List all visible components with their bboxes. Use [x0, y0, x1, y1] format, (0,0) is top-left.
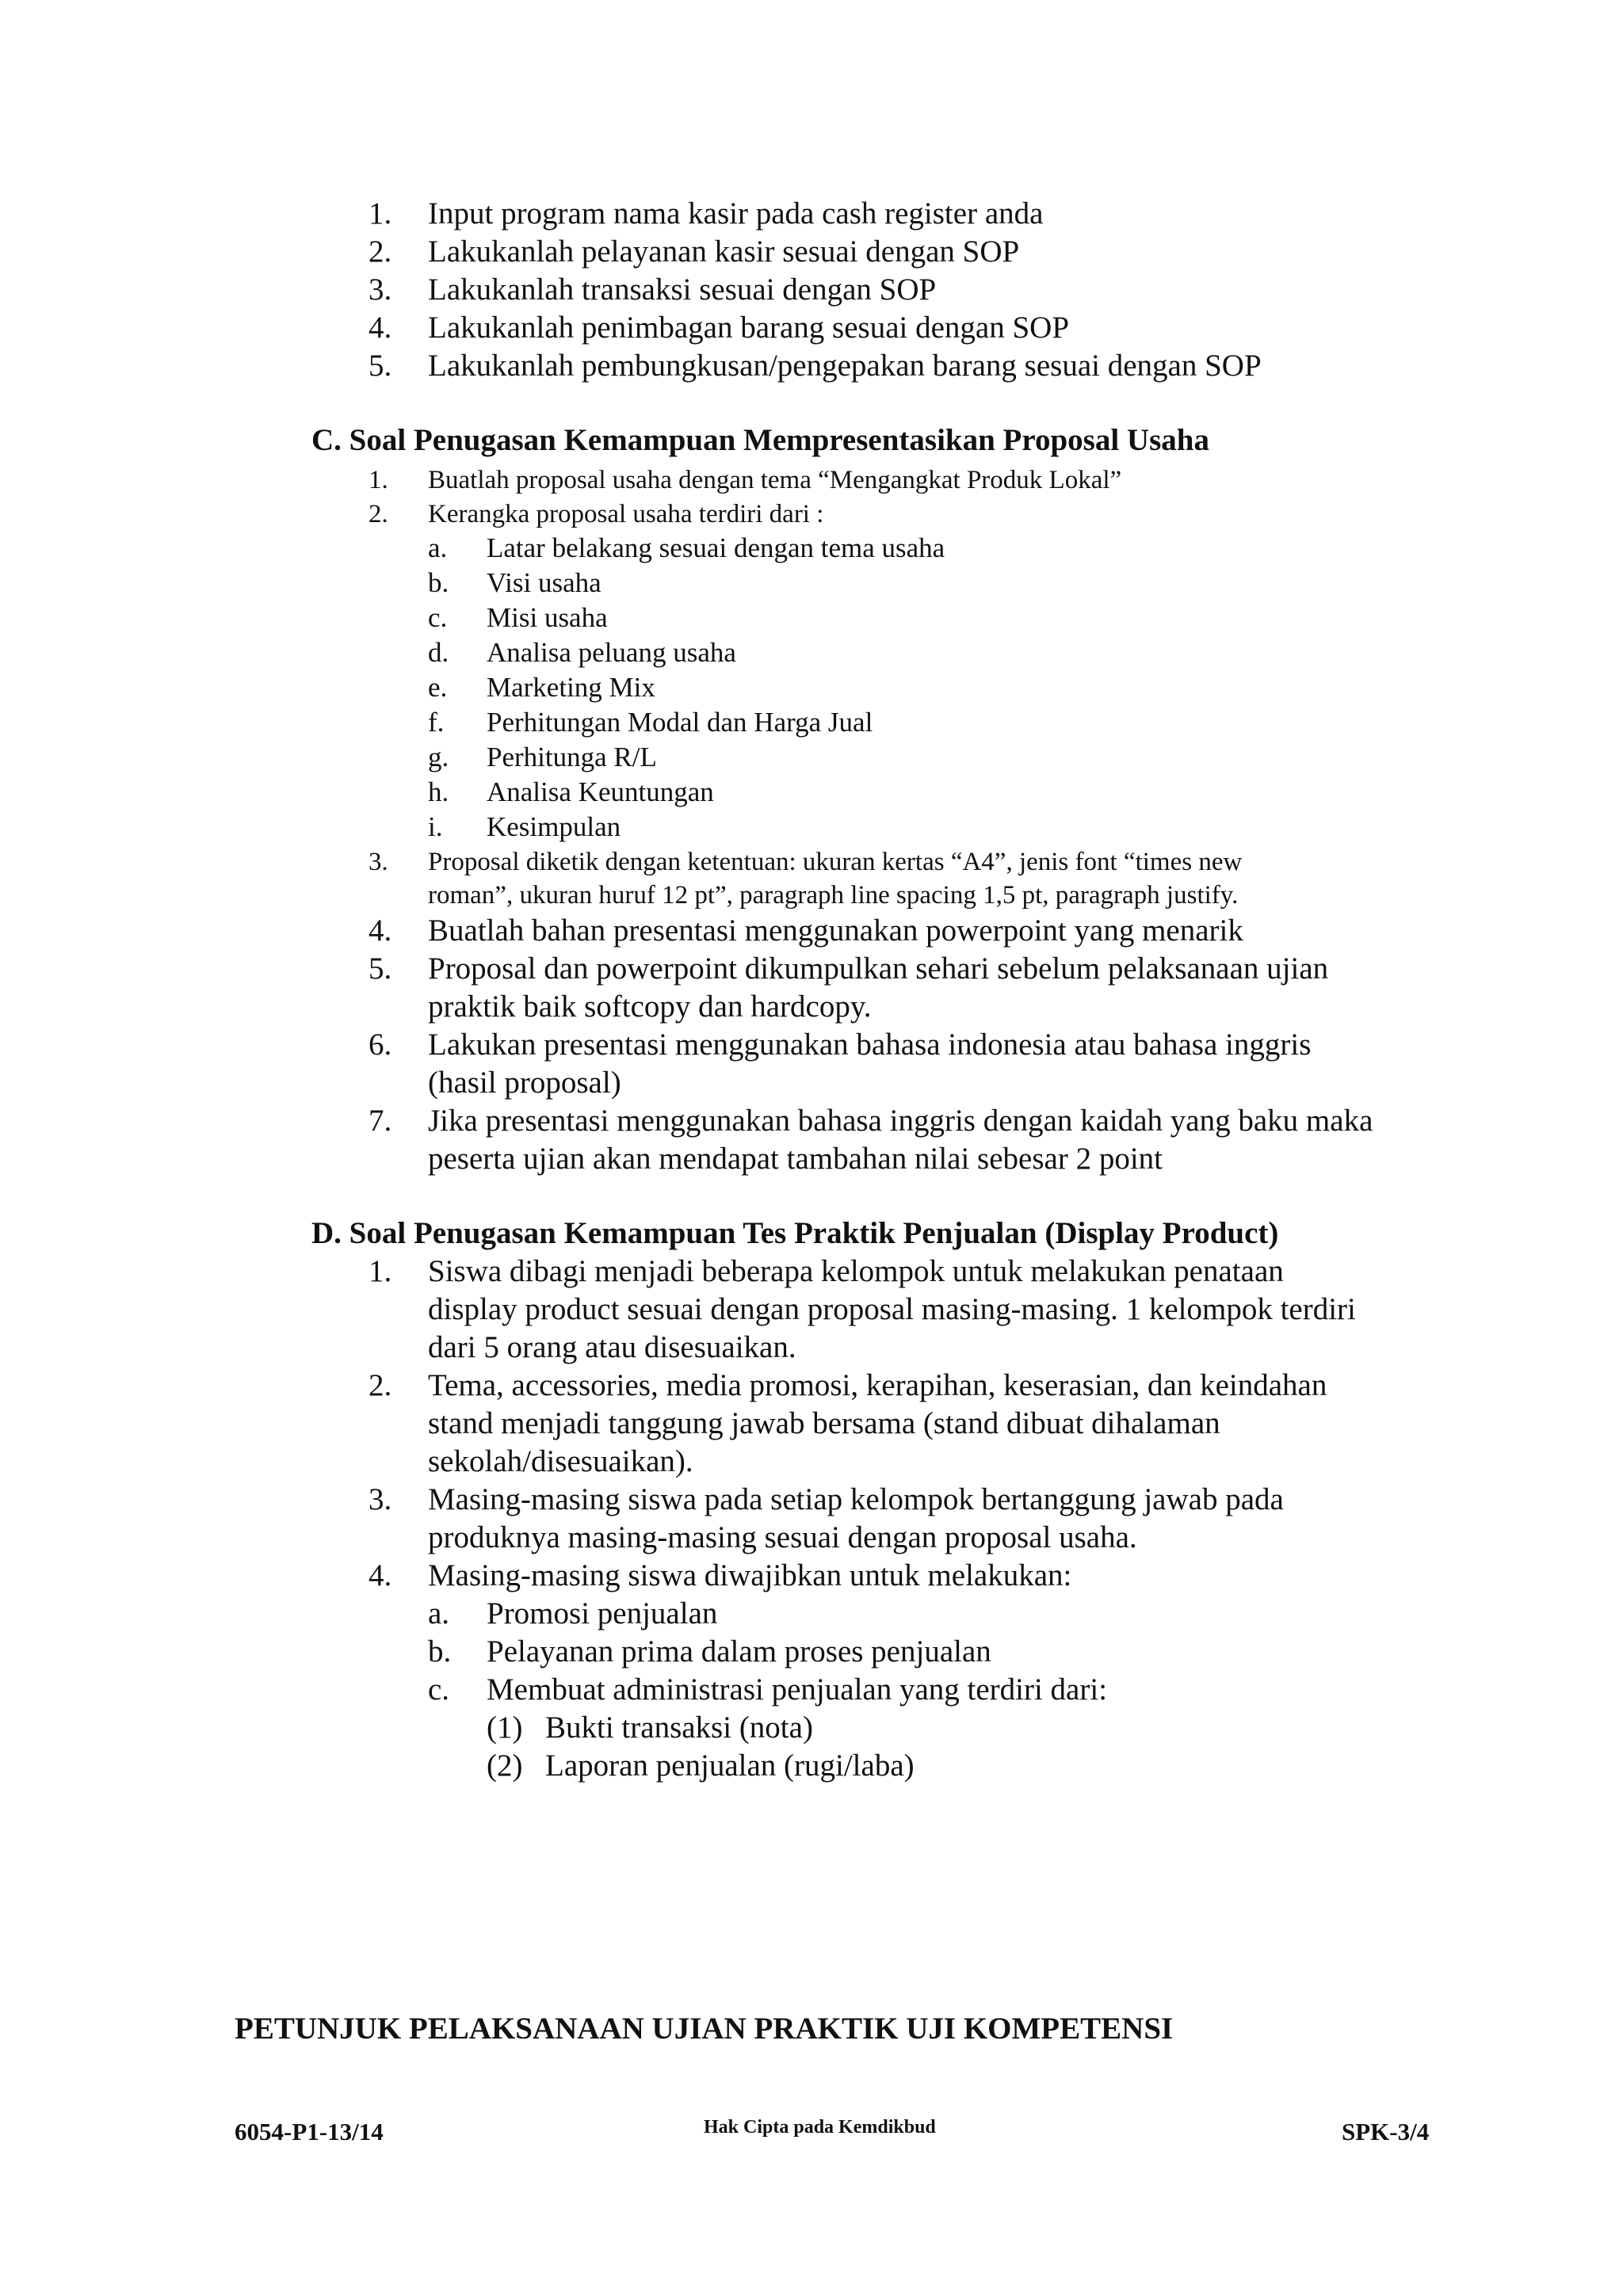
footer-code: 6054-P1-13/14 [235, 2118, 384, 2145]
list-item: Lakukanlah transaksi sesuai dengan SOP [428, 273, 937, 307]
list-item: Lakukanlah pembungkusan/pengepakan barang sesuai dengan SOP [428, 349, 1262, 383]
footer-page-number: SPK-3/4 [1342, 2118, 1430, 2145]
subsub-number: (2) [487, 1749, 523, 1783]
sub-item: Visi usaha [487, 567, 601, 598]
list-item: Input program nama kasir pada cash register anda [428, 196, 1044, 231]
list-item-continued: sekolah/disesuaikan). [428, 1444, 693, 1478]
sub-letter: h. [428, 776, 449, 807]
list-item: Siswa dibagi menjadi beberapa kelompok untuk melakukan penataan [428, 1254, 1284, 1288]
subsub-item: Laporan penjualan (rugi/laba) [545, 1749, 915, 1783]
list-item-continued: peserta ujian akan mendapat tambahan nilai sebesar 2 point [428, 1142, 1163, 1176]
list-item: Proposal diketik dengan ketentuan: ukuran kertas “A4”, jenis font “times new [428, 848, 1243, 876]
sub-letter: a. [428, 1596, 450, 1630]
sub-item: Latar belakang sesuai dengan tema usaha [487, 532, 945, 563]
sub-item: Promosi penjualan [487, 1596, 718, 1630]
sub-item: Perhitunga R/L [487, 742, 657, 772]
sub-item: Membuat administrasi penjualan yang terdiri dari: [487, 1672, 1108, 1707]
list-number: 3. [369, 848, 388, 876]
list-number: 4. [369, 913, 392, 948]
bottom-heading: PETUNJUK PELAKSANAAN UJIAN PRAKTIK UJI KOMPETENSI [235, 2012, 1174, 2046]
list-item: Lakukanlah penimbagan barang sesuai dengan SOP [428, 311, 1070, 345]
list-number: 3. [369, 273, 392, 307]
list-item-continued: praktik baik softcopy dan hardcopy. [428, 990, 872, 1024]
list-item-continued: display product sesuai dengan proposal masing-masing. 1 kelompok terdiri [428, 1292, 1356, 1326]
list-item: Jika presentasi menggunakan bahasa inggris dengan kaidah yang baku maka [428, 1104, 1373, 1138]
list-number: 2. [369, 500, 388, 528]
list-number: 6. [369, 1028, 392, 1062]
list-item: Lakukanlah pelayanan kasir sesuai dengan SOP [428, 235, 1020, 269]
sub-item: Perhitungan Modal dan Harga Jual [487, 707, 873, 738]
sub-letter: f. [428, 707, 445, 738]
list-number: 4. [369, 1558, 392, 1592]
list-number: 4. [369, 311, 392, 345]
list-number: 5. [369, 349, 392, 383]
sub-item: Pelayanan prima dalam proses penjualan [487, 1634, 991, 1669]
list-number: 1. [369, 466, 388, 494]
sub-item: Analisa peluang usaha [487, 637, 736, 668]
list-number: 1. [369, 1254, 392, 1288]
sub-letter: i. [428, 811, 443, 842]
list-item-continued: roman”, ukuran huruf 12 pt”, paragraph line spacing 1,5 pt, paragraph justify. [428, 881, 1239, 910]
subsub-number: (1) [487, 1711, 523, 1745]
list-item: Buatlah bahan presentasi menggunakan powerpoint yang menarik [428, 913, 1243, 948]
footer-copyright: Hak Cipta pada Kemdikbud [704, 2117, 936, 2138]
list-number: 5. [369, 952, 392, 986]
list-item-continued: dari 5 orang atau disesuaikan. [428, 1330, 796, 1364]
list-item: Lakukan presentasi menggunakan bahasa indonesia atau bahasa inggris [428, 1028, 1312, 1062]
list-number: 1. [369, 196, 392, 231]
list-item-continued: produknya masing-masing sesuai dengan proposal usaha. [428, 1520, 1137, 1554]
list-item-continued: stand menjadi tanggung jawab bersama (stand dibuat dihalaman [428, 1406, 1220, 1440]
sub-letter: c. [428, 1672, 450, 1707]
sub-letter: b. [428, 1634, 452, 1669]
sub-letter: c. [428, 602, 448, 633]
sub-item: Analisa Keuntungan [487, 776, 714, 807]
section-c-heading: C. Soal Penugasan Kemampuan Mempresentasikan Proposal Usaha [311, 423, 1209, 457]
list-item: Tema, accessories, media promosi, kerapihan, keserasian, dan keindahan [428, 1368, 1327, 1402]
sub-letter: a. [428, 532, 448, 563]
list-item: Masing-masing siswa pada setiap kelompok bertanggung jawab pada [428, 1482, 1284, 1516]
subsub-item: Bukti transaksi (nota) [545, 1711, 813, 1745]
list-item: Proposal dan powerpoint dikumpulkan sehari sebelum pelaksanaan ujian [428, 952, 1329, 986]
sub-letter: d. [428, 637, 449, 668]
list-number: 3. [369, 1482, 392, 1516]
sub-item: Misi usaha [487, 602, 608, 633]
list-number: 7. [369, 1104, 392, 1138]
list-number: 2. [369, 1368, 392, 1402]
sub-letter: e. [428, 672, 448, 703]
sub-letter: g. [428, 742, 449, 772]
list-item: Masing-masing siswa diwajibkan untuk melakukan: [428, 1558, 1072, 1592]
list-item: Kerangka proposal usaha terdiri dari : [428, 500, 824, 528]
sub-letter: b. [428, 567, 449, 598]
list-item: Buatlah proposal usaha dengan tema “Mengangkat Produk Lokal” [428, 466, 1122, 494]
section-d-heading: D. Soal Penugasan Kemampuan Tes Praktik Penjualan (Display Product) [311, 1216, 1279, 1250]
sub-item: Kesimpulan [487, 811, 621, 842]
list-number: 2. [369, 235, 392, 269]
list-item-continued: (hasil proposal) [428, 1066, 621, 1100]
sub-item: Marketing Mix [487, 672, 655, 703]
